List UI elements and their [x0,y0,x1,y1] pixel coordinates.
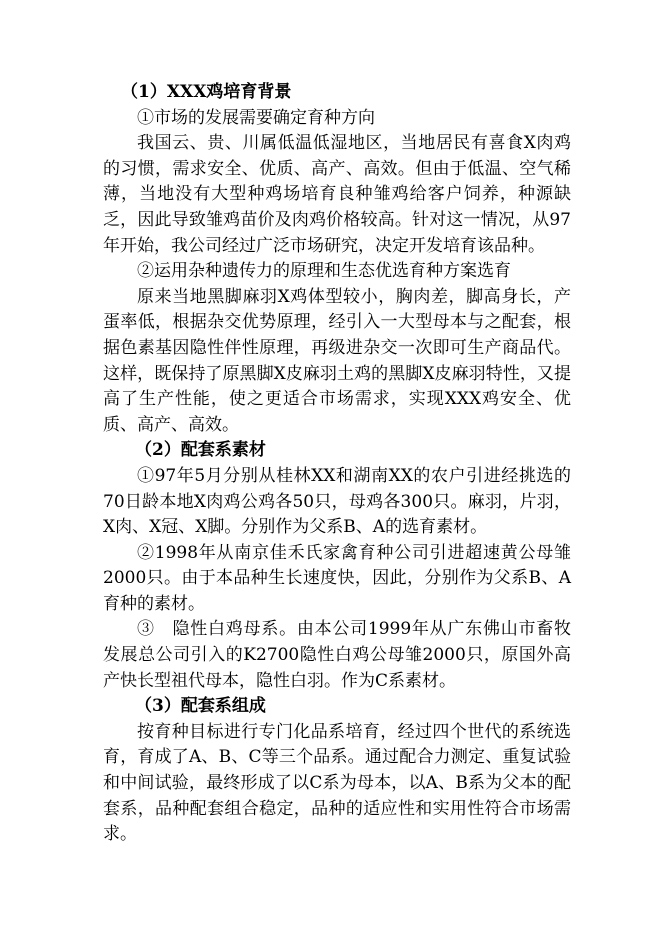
paragraph-material-1: ①97年5月分别从桂林XX和湖南XX的农户引进经挑选的70日龄本地X肉鸡公鸡各50只，母鸡各300只。麻羽，片羽，X肉、X冠、X脚。分别作为父系B、A的选育素材。 [103,465,571,538]
paragraph-breeding-principle: 原来当地黑脚麻羽X鸡体型较小，胸肉差，脚高身长，产蛋率低，根据杂交优势原理，经引入一大型母本与之配套，根据色素基因隐性伴性原理，再级进杂交一次即可生产商品代。这样，既保持了原黑脚X皮麻羽土鸡的黑脚X皮麻羽特性，又提高了生产性能，使之更适合市场需求，实现XXX鸡安全、优质、高产、高效。 [103,286,571,435]
paragraph-material-3: ③ 隐性白鸡母系。由本公司1999年从广东佛山市畜牧发展总公司引入的K2700隐性白鸡公母雏2000只，原国外高产快长型祖代母本，隐性白羽。作为C系素材。 [103,619,571,691]
section-heading-background: （1）XXX鸡培育背景 [121,82,292,102]
section-heading-composition: （3）配套系组成 [135,696,266,717]
subheading-market-demand: ①市场的发展需要确定育种方向 [137,107,375,128]
subheading-breeding-principle: ②运用杂种遗传力的原理和生态优选育种方案选育 [137,261,511,282]
paragraph-composition: 按育种目标进行专门化品系培育，经过四个世代的系统选育，育成了A、B、C等三个品系。通过配合力测定、重复试验和中间试验，最终形成了以C系为母本，以A、B系为父本的配套系，品种配套组合稳定，品种的适应性和实用性符合市场需求。 [103,721,571,845]
section-heading-materials: （2）配套系素材 [135,440,266,461]
paragraph-market-demand: 我国云、贵、川属低温低湿地区，当地居民有喜食X肉鸡的习惯，需求安全、优质、高产、高效。但由于低温、空气稀薄，当地没有大型种鸡场培育良种雏鸡给客户饲养，种源缺乏，因此导致雏鸡苗价及肉鸡价格较高。针对这一情况，从97年开始，我公司经过广泛市场研究，决定开发培育该品种。 [103,133,571,256]
paragraph-material-2: ②1998年从南京佳禾氏家禽育种公司引进超速黄公母雏2000只。由于本品种生长速度快，因此，分别作为父系B、A育种的素材。 [103,542,571,614]
document-body [103,80,571,848]
